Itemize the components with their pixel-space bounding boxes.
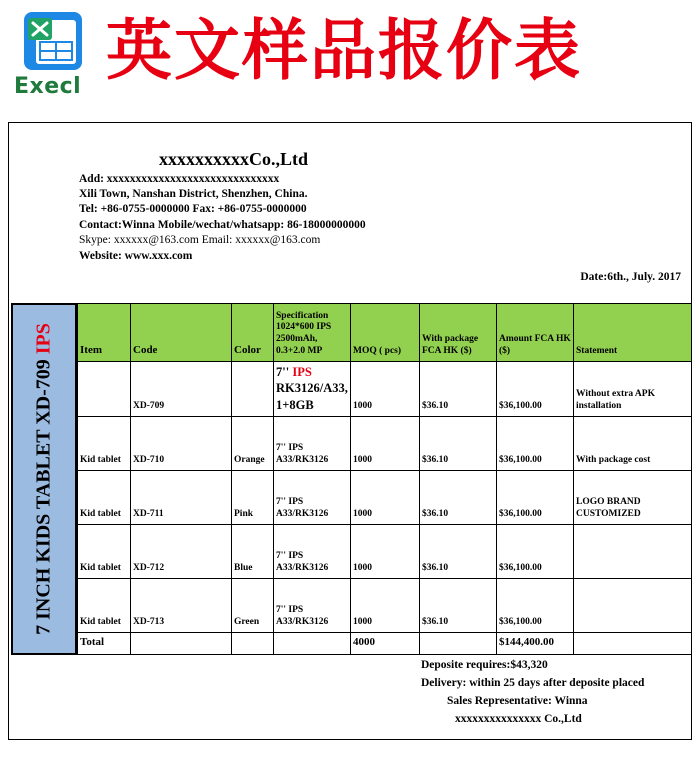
cell-moq: 1000: [351, 578, 420, 632]
table-row: [78, 416, 692, 470]
quotation-table: [77, 303, 692, 655]
cell-moq: 1000: [351, 416, 420, 470]
total-amount: $144,400.00: [497, 632, 574, 654]
sales-representative: Sales Representative: Winna: [447, 695, 588, 707]
cell-amount: $36,100.00: [497, 524, 574, 578]
table-total-row: [78, 632, 692, 654]
cell-code: XD-709: [131, 362, 232, 417]
cell-code: XD-710: [131, 416, 232, 470]
header-color: Color: [232, 304, 274, 362]
table-row: [78, 578, 692, 632]
cell-statement: [574, 578, 692, 632]
cell-color: Blue: [232, 524, 274, 578]
company-address: Add: xxxxxxxxxxxxxxxxxxxxxxxxxxxxxx: [79, 173, 280, 185]
cell-moq: 1000: [351, 470, 420, 524]
excel-icon: [22, 10, 84, 72]
cell-code: XD-712: [131, 524, 232, 578]
cell-statement: With package cost: [574, 416, 692, 470]
side-label-ips: IPS: [32, 323, 55, 355]
header-item: Item: [78, 304, 131, 362]
cell-price: $36.10: [420, 416, 497, 470]
company-website: Website: www.xxx.com: [79, 250, 193, 262]
cell-price: $36.10: [420, 470, 497, 524]
quotation-document: [8, 122, 692, 740]
header-statement: Statement: [574, 304, 692, 362]
cell-code: XD-711: [131, 470, 232, 524]
total-label: Total: [78, 632, 131, 654]
cell-code: XD-713: [131, 578, 232, 632]
cell-statement: [574, 524, 692, 578]
banner-title: 英文样品报价表: [106, 12, 582, 89]
cell-item: Kid tablet: [78, 470, 131, 524]
cell-spec: 7'' IPS A33/RK3126: [274, 470, 351, 524]
cell-amount: $36,100.00: [497, 416, 574, 470]
total-moq: 4000: [351, 632, 420, 654]
company-contact: Contact:Winna Mobile/wechat/whatsapp: 86-18000000000: [79, 219, 366, 231]
footer-company: xxxxxxxxxxxxxxx Co.,Ltd: [455, 713, 582, 725]
cell-color: Pink: [232, 470, 274, 524]
cell-moq: 1000: [351, 524, 420, 578]
cell-item: Kid tablet: [78, 416, 131, 470]
cell-price: $36.10: [420, 362, 497, 417]
table-row: [78, 470, 692, 524]
header-amount: Amount FCA HK ($): [497, 304, 574, 362]
spec-prefix: 7'': [276, 365, 293, 379]
cell-statement: LOGO BRAND CUSTOMIZED: [574, 470, 692, 524]
cell-item: Kid tablet: [78, 578, 131, 632]
table-row: [78, 362, 692, 417]
cell-moq: 1000: [351, 362, 420, 417]
cell-color: Orange: [232, 416, 274, 470]
product-side-label: [11, 303, 77, 655]
cell-item: [78, 362, 131, 417]
cell-amount: $36,100.00: [497, 470, 574, 524]
company-tel-fax: Tel: +86-0755-0000000 Fax: +86-0755-0000000: [79, 203, 307, 215]
cell-price: $36.10: [420, 578, 497, 632]
table-row: [78, 524, 692, 578]
banner: [0, 0, 700, 112]
spec-ips: IPS: [292, 365, 312, 379]
cell-item: Kid tablet: [78, 524, 131, 578]
delivery-terms: Delivery: within 25 days after deposite placed: [421, 677, 645, 689]
cell-spec: 7'' IPS A33/RK3126: [274, 578, 351, 632]
header-spec: Specification 1024*600 IPS 2500mAh, 0.3+2.0 MP: [274, 304, 351, 362]
cell-price: $36.10: [420, 524, 497, 578]
spec-rest: RK3126/A33, 1+8GB: [276, 381, 348, 412]
cell-spec: 7'' IPS A33/RK3126: [274, 416, 351, 470]
cell-amount: $36,100.00: [497, 362, 574, 417]
header-moq: MOQ ( pcs): [351, 304, 420, 362]
excel-label: Execl: [14, 74, 82, 99]
cell-statement: Without extra APK installation: [574, 362, 692, 417]
cell-spec: 7'' IPS A33/RK3126: [274, 524, 351, 578]
cell-amount: $36,100.00: [497, 578, 574, 632]
header-code: Code: [131, 304, 232, 362]
deposit-requirement: Deposite requires:$43,320: [421, 659, 548, 671]
side-label-text: 7 INCH KIDS TABLET XD-709: [32, 354, 55, 635]
company-name: xxxxxxxxxxCo.,Ltd: [159, 149, 309, 169]
table-header-row: [78, 304, 692, 362]
company-skype-email: Skype: xxxxxx@163.com Email: xxxxxx@163.com: [79, 234, 321, 246]
cell-color: Green: [232, 578, 274, 632]
cell-color: [232, 362, 274, 417]
quotation-date: Date:6th., July. 2017: [580, 271, 681, 283]
header-package: With package FCA HK ($): [420, 304, 497, 362]
company-address-line2: Xili Town, Nanshan District, Shenzhen, China.: [79, 188, 308, 200]
cell-spec: [274, 362, 351, 417]
